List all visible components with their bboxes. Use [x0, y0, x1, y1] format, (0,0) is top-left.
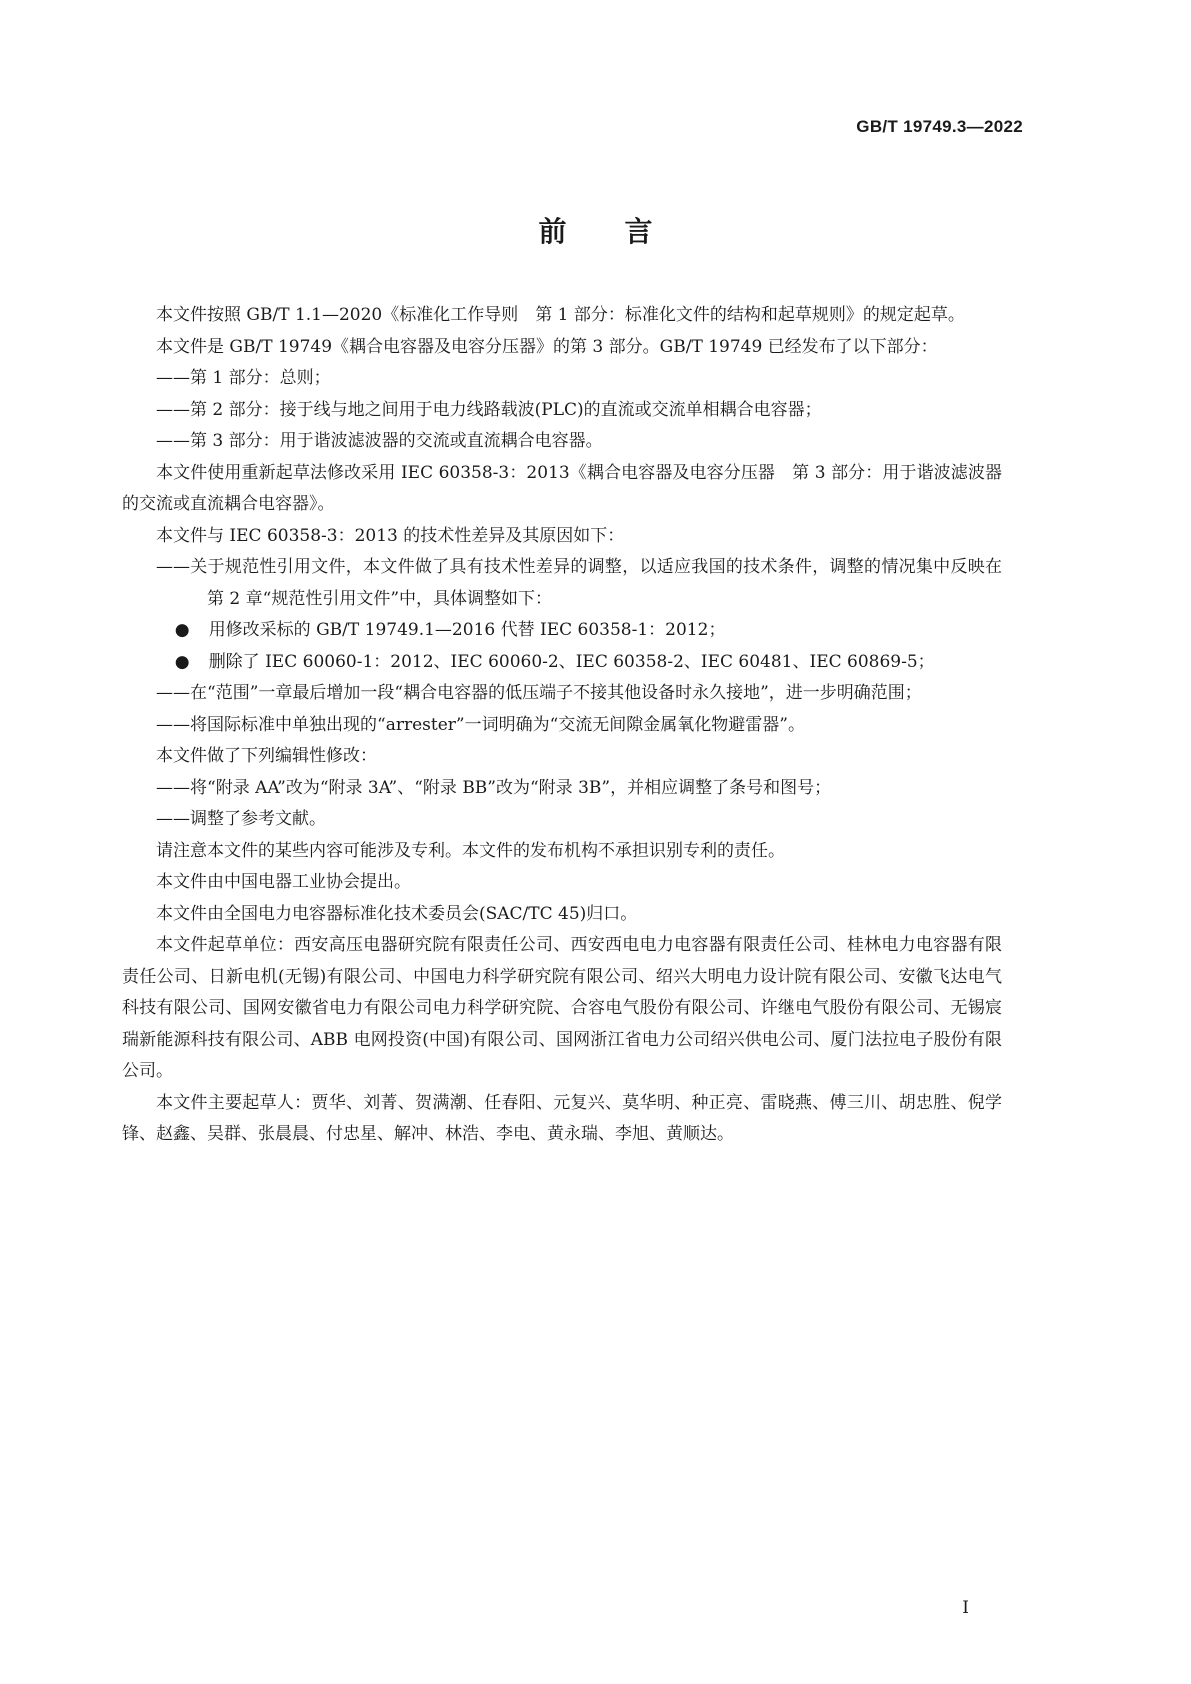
difference-item: ——将国际标准中单独出现的“arrester”一词明确为“交流无间隙金属氧化物避雷器”。: [156, 714, 805, 735]
part-list-item: ——第 3 部分：用于谐波滤波器的交流或直流耦合电容器。: [156, 431, 603, 451]
paragraph-technical-committee: 本文件由全国电力电容器标准化技术委员会(SAC/TC 45)归口。: [156, 903, 638, 924]
paragraph-proposer: 本文件由中国电器工业协会提出。: [156, 872, 411, 892]
paragraph-drafting-rules: 本文件按照 GB/T 1.1—2020《标准化工作导则 第 1 部分：标准化文件的结构和起草规则》的规定起草。: [156, 305, 965, 325]
bullet-text: 删除了 IEC 60060-1：2012、IEC 60060-2、IEC 60358-2、IEC 60481、IEC 60869-5；: [208, 651, 935, 672]
part-list-item: ——第 2 部分：接于线与地之间用于电力线路载波(PLC)的直流或交流单相耦合电容器；: [156, 399, 822, 420]
editorial-item: ——将“附录 AA”改为“附录 3A”、“附录 BB”改为“附录 3B”，并相应调整了条号和图号；: [156, 777, 832, 798]
page-title: 前言: [538, 215, 711, 248]
paragraph-patent-notice: 请注意本文件的某些内容可能涉及专利。本文件的发布机构不承担识别专利的责任。: [156, 840, 785, 861]
part-list-item: ——第 1 部分：总则；: [156, 368, 331, 388]
difference-item: ——关于规范性引用文件，本文件做了具有技术性差异的调整，以适应我国的技术条件，调整的情况集中反映在第 2 章“规范性引用文件”中，具体调整如下：: [156, 557, 1002, 609]
foreword-body: [122, 300, 1002, 1151]
paragraph-technical-differences: 本文件与 IEC 60358-3：2013 的技术性差异及其原因如下：: [156, 525, 625, 546]
paragraph-editorial-changes: 本文件做了下列编辑性修改：: [156, 746, 377, 766]
editorial-item: ——调整了参考文献。: [156, 809, 326, 829]
page-number: I: [962, 1598, 969, 1618]
difference-item: ——在“范围”一章最后增加一段“耦合电容器的低压端子不接其他设备时永久接地”，进一步明确范围；: [156, 683, 922, 703]
bullet-item: [122, 615, 1002, 647]
standard-number: GB/T 19749.3—2022: [856, 117, 1023, 136]
paragraph-drafters: 本文件主要起草人：贾华、刘菁、贺满潮、任春阳、元复兴、莫华明、种正亮、雷晓燕、傅三川、胡忠胜、倪学锋、赵鑫、吴群、张晨晨、付忠星、解冲、林浩、李电、黄永瑞、李旭、黄顺达。: [122, 1092, 1002, 1144]
bullet-icon: ●: [174, 651, 190, 672]
bullet-text: 用修改采标的 GB/T 19749.1—2016 代替 IEC 60358-1：2012；: [208, 620, 726, 640]
bullet-icon: ●: [174, 620, 190, 640]
paragraph-adoption: 本文件使用重新起草法修改采用 IEC 60358-3：2013《耦合电容器及电容分压器 第 3 部分：用于谐波滤波器的交流或直流耦合电容器》。: [122, 462, 1002, 514]
bullet-item: [122, 647, 1002, 679]
paragraph-drafting-units: 本文件起草单位：西安高压电器研究院有限责任公司、西安西电电力电容器有限责任公司、桂林电力电容器有限责任公司、日新电机(无锡)有限公司、中国电力科学研究院有限公司、绍兴大明电力设计院有限公司、安徽飞达电气科技有限公司、国网安徽省电力有限公司电力科学研究院、合容电气股份有限公司、许继电气股份有限公司、无锡宸瑞新能源科技有限公司、ABB 电网投资(中国)有限公司、国网浙江省电力公司绍兴供电公司、厦门法拉电子股份有限公司。: [122, 935, 1002, 1081]
paragraph-series-parts: 本文件是 GB/T 19749《耦合电容器及电容分压器》的第 3 部分。GB/T 19749 已经发布了以下部分：: [156, 336, 938, 357]
